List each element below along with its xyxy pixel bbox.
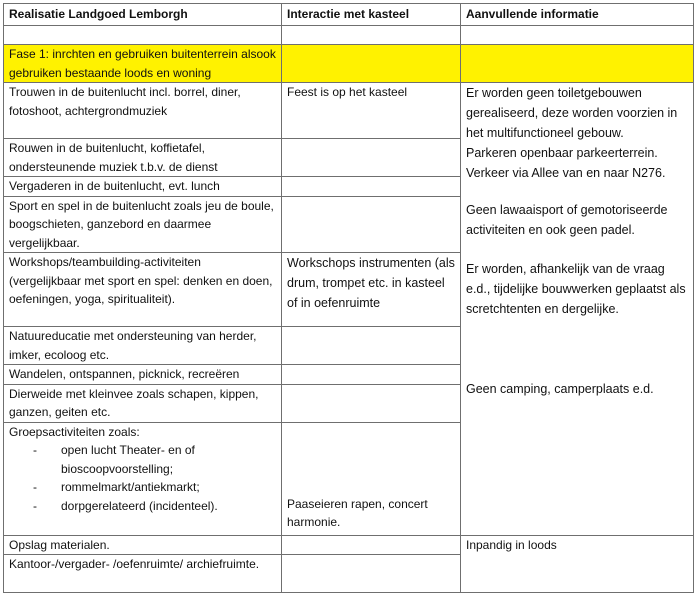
table-row: Wandelen, ontspannen, picknick, recreëren — [4, 365, 694, 385]
phase-label: Fase 1: inrchten en gebruiken buitenterrein alsook gebruiken bestaande loods en woning — [4, 45, 282, 83]
header-realisatie: Realisatie Landgoed Lemborgh — [4, 4, 282, 26]
table-row: Workshops/teambuilding-activiteiten (vergelijkbaar met sport en spel: denken en doen, oefeningen, yoga, spiritualiteit). Workschops instrumenten (als drum, trompet etc. in kasteel of in oefenruimte — [4, 253, 694, 327]
list-item: - dorpgerelateerd (incidenteel). — [33, 498, 218, 513]
info-sport: Geen lawaaisport of gemotoriseerde activiteiten en ook geen padel. — [466, 203, 668, 237]
table-row: Rouwen in de buitenlucht, koffietafel, ondersteunende muziek t.b.v. de dienst — [4, 139, 694, 177]
phase-row — [4, 45, 694, 83]
list-item: - rommelmarkt/antiekmarkt; — [33, 480, 200, 494]
table-row: Trouwen in de buitenlucht incl. borrel, diner, fotoshoot, achtergrondmuziek Feest is op het kasteel Er worden geen toiletgebouwen gerealiseerd, deze worden voorzien in het multifunctioneel gebouw. Parkeren openbaar parkeerterrein. Verkeer via Allee van en naar N276. Geen lawaaisport of gemotoriseerde activiteiten en ook geen padel. Er worden, afhankelijk van de vraag e.d., tijdelijke bouwwerken geplaatst als scretchtenten en dergelijke. Geen camping, camperplaats e.d. — [4, 83, 694, 139]
group-list — [9, 441, 276, 515]
header-row — [4, 4, 694, 26]
table-row: Kantoor-/vergader- /oefenruimte/ archiefruimte. — [4, 555, 694, 593]
table-row: Natuureducatie met ondersteuning van herder, imker, ecoloog etc. — [4, 327, 694, 365]
info-temporary: Er worden, afhankelijk van de vraag e.d., tijdelijke bouwwerken geplaatst als scretchtenten en dergelijke. — [466, 262, 686, 316]
table-row: Sport en spel in de buitenlucht zoals jeu de boule, boogschieten, ganzebord en daarmee vergelijkbaar. — [4, 196, 694, 253]
header-interactie: Interactie met kasteel — [282, 4, 461, 26]
info-toilets: Er worden geen toiletgebouwen gerealiseerd, deze worden voorzien in het multifunctioneel gebouw. — [466, 86, 678, 140]
table-row: Dierweide met kleinvee zoals schapen, kippen, ganzen, geiten etc. — [4, 384, 694, 422]
group-title: Groepsactiviteiten zoals: — [9, 424, 140, 439]
spacer-row — [4, 26, 694, 45]
header-aanvullend: Aanvullende informatie — [461, 4, 694, 26]
info-camping: Geen camping, camperplaats e.d. — [466, 382, 654, 396]
info-cell — [461, 83, 694, 536]
info-parking: Parkeren openbaar parkeerterrein. Verkeer via Allee van en naar N276. — [466, 146, 666, 180]
info-storage: Inpandig in loods — [461, 535, 694, 593]
list-item: - open lucht Theater- en of bioscoopvoorstelling; — [33, 443, 195, 476]
activity-table — [3, 3, 694, 593]
table-row: Groepsactiviteiten zoals: - open lucht Theater- en of bioscoopvoorstelling; - rommelmarkt/antiekmarkt; - dorpgerelateerd (incidenteel). Paaseieren rapen, concert harmonie. — [4, 422, 694, 535]
table-row: Opslag materialen. Inpandig in loods — [4, 535, 694, 555]
table-row: Vergaderen in de buitenlucht, evt. lunch — [4, 177, 694, 197]
